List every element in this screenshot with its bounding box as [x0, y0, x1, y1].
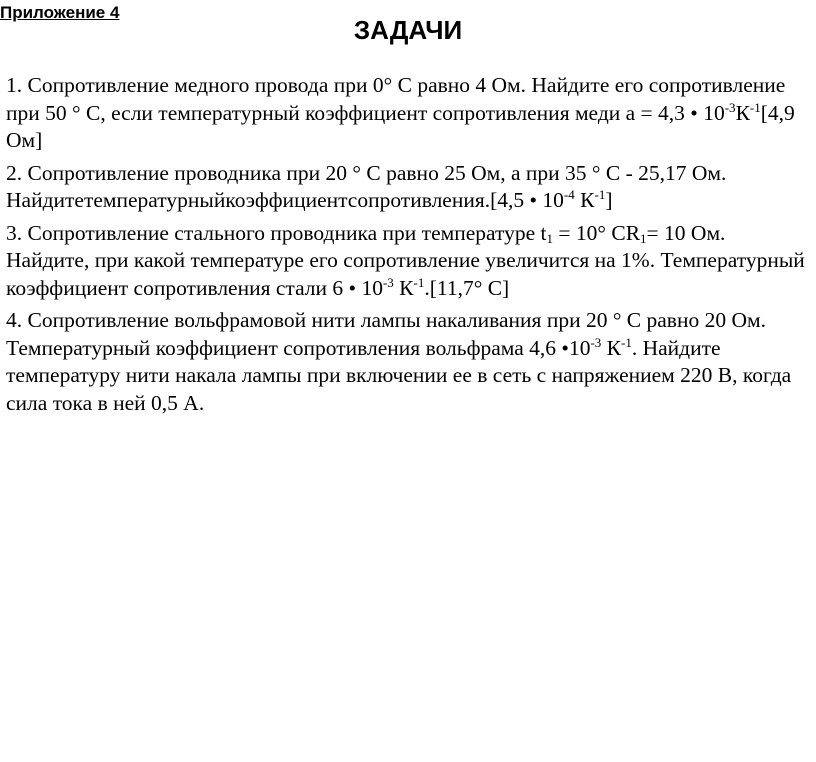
problem-3: [6, 220, 812, 303]
problem-3-text-a: 3. Сопротивление стального проводника при температуре t: [6, 220, 547, 245]
problem-4-exponent: -3: [590, 334, 602, 350]
page-title: ЗАДАЧИ: [353, 15, 463, 45]
problem-2-unit: К: [574, 188, 595, 212]
problem-1: [6, 72, 812, 155]
problem-1-unit: К: [735, 100, 750, 125]
problem-2-exponent: -4: [563, 187, 575, 202]
problem-3-unit-exponent: -1: [413, 274, 425, 290]
problem-1-answer: [4,9 Ом]: [6, 100, 795, 152]
problem-3-text-c: = 10 Ом. Найдите, при какой температуре его сопротивление увеличится на 1%. Температурный коэффициент сопротивления стали 6 • 10: [6, 220, 805, 300]
problem-4: [6, 307, 812, 417]
problem-4-unit-exponent: -1: [621, 334, 632, 350]
problem-2-answer-close: ]: [605, 188, 613, 212]
appendix-label: Приложение 4: [0, 3, 120, 22]
problem-4-unit: К: [601, 335, 622, 360]
problem-2-text: 2. Сопротивление проводника при 20 ° С равно 25 Ом, а при 35 ° С - 25,17 Ом. Найдитетемпературныйкоэффициентсопротивления.[4,5 • 10: [6, 160, 727, 212]
problem-3-exponent: -3: [382, 274, 394, 290]
problem-3-subscript-t: 1: [546, 230, 554, 246]
problem-4-text-a: 4. Сопротивление вольфрамовой нити лампы накаливания при 20 ° С равно 20 Ом. Температурный коэффициент сопротивления вольфрама 4,6 •10: [6, 308, 766, 360]
problem-3-unit: К: [393, 275, 414, 300]
problem-1-text: 1. Сопротивление медного провода при 0° С равно 4 Ом. Найдите его сопротивление при 50 ° С, если температурный коэффициент сопротивления меди а = 4,3 • 10: [6, 73, 786, 125]
problem-3-text-b: = 10° CR: [553, 220, 641, 245]
problem-list: [6, 72, 812, 422]
problem-2: [6, 160, 812, 215]
problem-3-answer: .[11,7° С]: [424, 275, 510, 300]
problem-3-subscript-r: 1: [640, 230, 647, 246]
problem-2-unit-exponent: -1: [594, 187, 606, 202]
problem-4-text-b: . Найдите температуру нити накала лампы при включении ее в сеть с напряжением 220 В, когда сила тока в ней 0,5 А.: [6, 335, 792, 415]
problem-1-unit-exponent: -1: [749, 99, 761, 115]
problem-1-exponent: -3: [724, 99, 736, 115]
